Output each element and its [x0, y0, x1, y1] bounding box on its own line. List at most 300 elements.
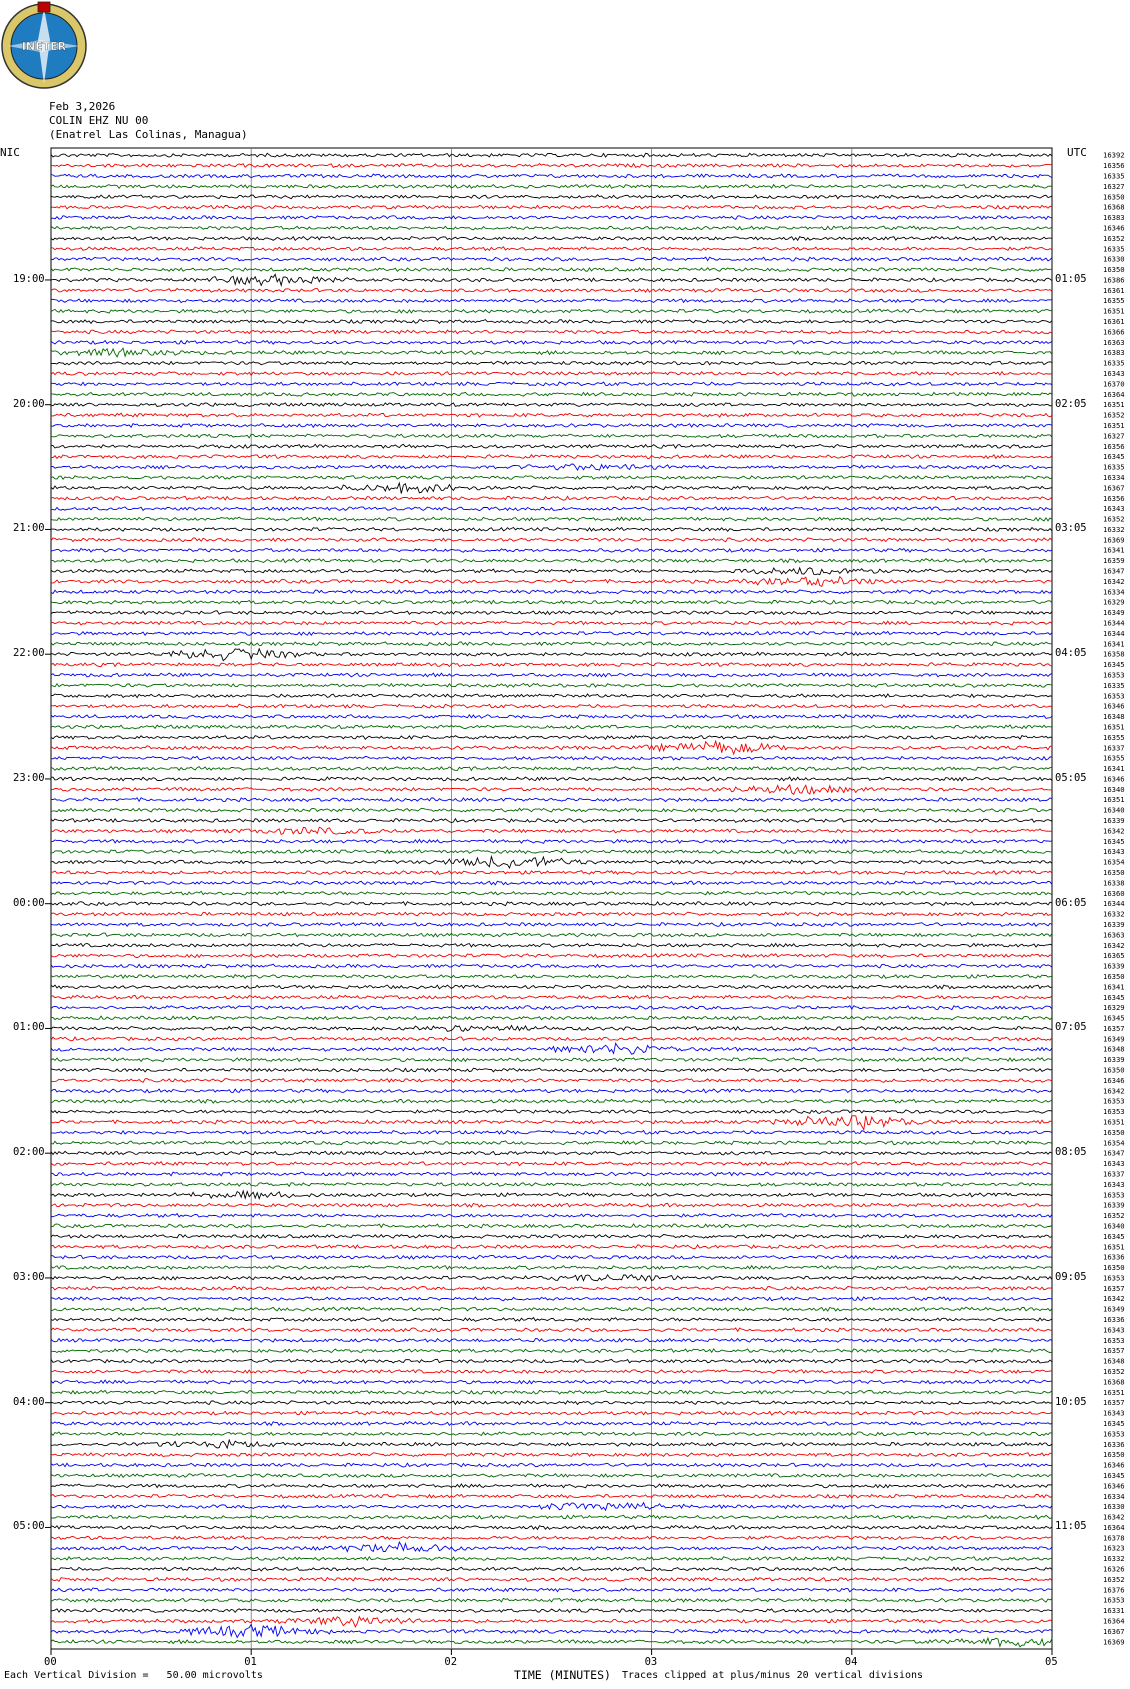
trace-line [51, 1588, 1052, 1592]
trace-row-label: 16342 [1103, 826, 1125, 836]
trace-row-label: 16342 [1103, 1086, 1125, 1096]
trace-row-label: 16356 [1103, 441, 1125, 451]
trace-row-label: 16346 [1103, 774, 1125, 784]
trace-line [51, 1131, 1052, 1135]
trace-line [51, 538, 1052, 542]
trace-row-label: 16353 [1103, 1107, 1125, 1117]
trace-row-label: 16350 [1103, 1450, 1125, 1460]
trace-row-label: 16363 [1103, 337, 1125, 347]
trace-row-label: 16364 [1103, 1616, 1125, 1626]
right-hour-label: 03:05 [1055, 522, 1087, 535]
trace-line [51, 1266, 1052, 1270]
trace-line [51, 1151, 1052, 1155]
trace-row-label: 16345 [1103, 452, 1125, 462]
trace-row-label: 16344 [1103, 628, 1125, 638]
trace-line [51, 236, 1052, 240]
trace-row-label: 16335 [1103, 171, 1125, 181]
trace-row-label: 16326 [1103, 1564, 1125, 1574]
trace-row-label: 16327 [1103, 431, 1125, 441]
trace-row-label: 16349 [1103, 608, 1125, 618]
trace-line [51, 767, 1052, 771]
x-axis-title: TIME (MINUTES) [514, 1668, 611, 1682]
trace-row-label: 16334 [1103, 1491, 1125, 1501]
trace-row-label: 16349 [1103, 1304, 1125, 1314]
right-hour-label: 09:05 [1055, 1270, 1087, 1283]
trace-line [51, 1557, 1052, 1561]
trace-row-label: 16343 [1103, 1408, 1125, 1418]
trace-line [51, 673, 1052, 677]
trace-line [51, 1297, 1052, 1301]
trace-line [51, 827, 1052, 834]
trace-line [51, 1638, 1052, 1647]
trace-row-label: 16334 [1103, 587, 1125, 597]
trace-line [51, 840, 1052, 844]
trace-row-label: 16361 [1103, 285, 1125, 295]
trace-line [51, 1037, 1052, 1041]
trace-row-label: 16330 [1103, 1502, 1125, 1512]
trace-row-label: 16347 [1103, 566, 1125, 576]
trace-row-label: 16353 [1103, 1190, 1125, 1200]
left-hour-label: 23:00 [13, 771, 45, 784]
right-hour-label: 06:05 [1055, 896, 1087, 909]
trace-row-label: 16332 [1103, 524, 1125, 534]
right-hour-label: 08:05 [1055, 1146, 1087, 1159]
trace-line [51, 891, 1052, 895]
trace-row-label: 16352 [1103, 410, 1125, 420]
trace-row-label: 16350 [1103, 1065, 1125, 1075]
station-code: COLIN EHZ NU 00 [49, 114, 149, 127]
trace-line [51, 205, 1052, 209]
trace-line [51, 1079, 1052, 1083]
trace-line [51, 621, 1052, 625]
trace-row-label: 16351 [1103, 400, 1125, 410]
trace-line [51, 1484, 1052, 1488]
trace-line [51, 496, 1052, 500]
trace-line [51, 559, 1052, 563]
station-location: (Enatrel Las Colinas, Managua) [49, 128, 248, 141]
trace-line [51, 195, 1052, 199]
trace-row-label: 16351 [1103, 1117, 1125, 1127]
trace-row-label: 16344 [1103, 618, 1125, 628]
trace-line [51, 1224, 1052, 1228]
x-tick-label: 03 [644, 1656, 658, 1668]
trace-row-label: 16342 [1103, 576, 1125, 586]
trace-row-label: 16352 [1103, 514, 1125, 524]
trace-row-label: 16351 [1103, 306, 1125, 316]
trace-row-label: 16353 [1103, 1273, 1125, 1283]
trace-row-label: 16368 [1103, 1377, 1125, 1387]
trace-row-label: 16348 [1103, 1356, 1125, 1366]
trace-line [51, 1578, 1052, 1582]
trace-row-label: 16343 [1103, 369, 1125, 379]
trace-line [51, 434, 1052, 438]
trace-line [51, 1526, 1052, 1530]
trace-line [51, 912, 1052, 916]
trace-line [51, 528, 1052, 532]
trace-line [51, 444, 1052, 448]
trace-row-label: 16346 [1103, 223, 1125, 233]
left-hour-label: 01:00 [13, 1021, 45, 1034]
trace-row-label: 16350 [1103, 192, 1125, 202]
trace-line [51, 517, 1052, 521]
trace-line [51, 1370, 1052, 1374]
trace-row-label: 16355 [1103, 732, 1125, 742]
trace-row-label: 16357 [1103, 1283, 1125, 1293]
trace-row-label: 16346 [1103, 701, 1125, 711]
trace-line [51, 1068, 1052, 1072]
trace-row-label: 16339 [1103, 919, 1125, 929]
trace-line [51, 1245, 1052, 1249]
trace-row-label: 16345 [1103, 1470, 1125, 1480]
trace-row-label: 16383 [1103, 213, 1125, 223]
right-hour-label: 07:05 [1055, 1021, 1087, 1034]
right-hour-label: 04:05 [1055, 647, 1087, 660]
trace-row-label: 16356 [1103, 493, 1125, 503]
trace-row-label: 16345 [1103, 660, 1125, 670]
trace-line [51, 902, 1052, 906]
plot-date: Feb 3,2026 [49, 100, 116, 113]
trace-row-label: 16351 [1103, 795, 1125, 805]
trace-line [51, 1503, 1052, 1511]
trace-row-label: 16337 [1103, 743, 1125, 753]
trace-row-label: 16353 [1103, 1335, 1125, 1345]
svg-text:INETER: INETER [21, 40, 67, 53]
trace-line [51, 403, 1052, 407]
trace-line [51, 1440, 1052, 1448]
trace-line [51, 964, 1052, 968]
trace-row-label: 16335 [1103, 358, 1125, 368]
trace-line [51, 1116, 1052, 1130]
trace-row-label: 16336 [1103, 1439, 1125, 1449]
left-hour-label: 22:00 [13, 647, 45, 660]
trace-line [51, 185, 1052, 189]
trace-line [51, 694, 1052, 698]
trace-row-label: 16352 [1103, 1574, 1125, 1584]
trace-row-label: 16344 [1103, 899, 1125, 909]
trace-row-label: 16327 [1103, 181, 1125, 191]
x-tick-label: 00 [44, 1656, 57, 1668]
trace-line [51, 985, 1052, 989]
trace-line [51, 330, 1052, 334]
trace-row-label: 16347 [1103, 1148, 1125, 1158]
trace-row-label: 16340 [1103, 784, 1125, 794]
trace-row-label: 16341 [1103, 639, 1125, 649]
trace-line [51, 1474, 1052, 1478]
trace-row-label: 16340 [1103, 1221, 1125, 1231]
trace-row-label: 16351 [1103, 420, 1125, 430]
trace-line [51, 1542, 1052, 1551]
trace-line [51, 1006, 1052, 1010]
trace-row-label: 16351 [1103, 722, 1125, 732]
trace-row-label: 16353 [1103, 691, 1125, 701]
trace-line [51, 348, 1052, 357]
trace-line [51, 289, 1052, 293]
trace-row-label: 16349 [1103, 1034, 1125, 1044]
trace-row-label: 16351 [1103, 1387, 1125, 1397]
trace-line [51, 1235, 1052, 1239]
trace-row-label: 16352 [1103, 1367, 1125, 1377]
trace-line [51, 649, 1052, 661]
trace-line [51, 785, 1052, 795]
trace-line [51, 392, 1052, 396]
trace-line [51, 268, 1052, 272]
left-hour-label: 19:00 [13, 272, 45, 285]
left-timezone-label: NIC [0, 146, 20, 159]
trace-row-label: 16353 [1103, 670, 1125, 680]
trace-row-label: 16336 [1103, 1252, 1125, 1262]
trace-row-label: 16368 [1103, 202, 1125, 212]
trace-line [51, 320, 1052, 324]
trace-line [51, 1609, 1052, 1613]
trace-line [51, 1432, 1052, 1436]
trace-row-label: 16351 [1103, 1242, 1125, 1252]
trace-line [51, 600, 1052, 604]
trace-line [51, 1016, 1052, 1020]
trace-row-label: 16378 [1103, 1533, 1125, 1543]
trace-row-label: 16343 [1103, 504, 1125, 514]
scale-footnote: Each Vertical Division = 50.00 microvolts [4, 1670, 263, 1681]
trace-row-label: 16331 [1103, 1606, 1125, 1616]
trace-line [51, 850, 1052, 854]
trace-row-label: 16335 [1103, 680, 1125, 690]
trace-row-label: 16355 [1103, 296, 1125, 306]
trace-line [51, 341, 1052, 345]
trace-row-label: 16350 [1103, 868, 1125, 878]
trace-row-label: 16355 [1103, 753, 1125, 763]
trace-line [51, 1515, 1052, 1519]
trace-row-label: 16356 [1103, 161, 1125, 171]
trace-row-label: 16383 [1103, 348, 1125, 358]
trace-line [51, 954, 1052, 958]
trace-line [51, 274, 1052, 285]
trace-line [51, 871, 1052, 875]
trace-row-label: 16340 [1103, 805, 1125, 815]
trace-line [51, 1058, 1052, 1062]
trace-row-label: 16343 [1103, 1159, 1125, 1169]
trace-line [51, 1349, 1052, 1353]
trace-row-label: 16359 [1103, 556, 1125, 566]
trace-row-label: 16354 [1103, 1138, 1125, 1148]
trace-line [51, 1567, 1052, 1571]
trace-row-label: 16341 [1103, 545, 1125, 555]
trace-row-label: 16335 [1103, 462, 1125, 472]
trace-row-label: 16352 [1103, 1211, 1125, 1221]
trace-line [51, 1275, 1052, 1281]
trace-line [51, 507, 1052, 511]
trace-line [51, 1617, 1052, 1627]
trace-row-label: 16339 [1103, 1200, 1125, 1210]
trace-line [51, 568, 1052, 575]
trace-line [51, 819, 1052, 823]
trace-line [51, 1328, 1052, 1332]
trace-row-label: 16352 [1103, 233, 1125, 243]
trace-line [51, 1598, 1052, 1602]
right-hour-label: 02:05 [1055, 397, 1087, 410]
trace-line [51, 1318, 1052, 1322]
trace-row-label: 16342 [1103, 1512, 1125, 1522]
trace-line [51, 1214, 1052, 1218]
trace-row-label: 16346 [1103, 1460, 1125, 1470]
trace-line [51, 741, 1052, 754]
trace-row-label: 16350 [1103, 1127, 1125, 1137]
trace-line [51, 164, 1052, 168]
trace-line [51, 1141, 1052, 1145]
trace-line [51, 1536, 1052, 1540]
trace-line [51, 1624, 1052, 1637]
clip-footnote: Traces clipped at plus/minus 20 vertical divisions [622, 1670, 924, 1681]
trace-row-label: 16342 [1103, 1294, 1125, 1304]
trace-line [51, 1255, 1052, 1259]
right-hour-label: 01:05 [1055, 272, 1087, 285]
trace-row-label: 16353 [1103, 1595, 1125, 1605]
trace-line [51, 476, 1052, 480]
left-hour-label: 20:00 [13, 397, 45, 410]
trace-line [51, 923, 1052, 927]
trace-line [51, 309, 1052, 313]
trace-line [51, 1401, 1052, 1405]
trace-line [51, 881, 1052, 885]
trace-row-label: 16339 [1103, 961, 1125, 971]
trace-row-label: 16343 [1103, 847, 1125, 857]
trace-row-label: 16329 [1103, 597, 1125, 607]
trace-row-label: 16357 [1103, 1023, 1125, 1033]
trace-line [51, 1463, 1052, 1467]
trace-line [51, 174, 1052, 178]
trace-line [51, 1191, 1052, 1199]
left-hour-label: 21:00 [13, 522, 45, 535]
x-tick-label: 01 [244, 1656, 257, 1668]
x-tick-label: 04 [844, 1656, 858, 1668]
trace-line [51, 1339, 1052, 1343]
left-hour-label: 05:00 [13, 1520, 45, 1533]
trace-row-label: 16343 [1103, 1325, 1125, 1335]
trace-line [51, 642, 1052, 646]
trace-row-label: 16357 [1103, 1346, 1125, 1356]
trace-line [51, 577, 1052, 587]
trace-line [51, 798, 1052, 802]
trace-line [51, 632, 1052, 636]
trace-line [51, 1422, 1052, 1426]
trace-row-label: 16346 [1103, 1481, 1125, 1491]
trace-row-label: 16365 [1103, 951, 1125, 961]
x-tick-label: 05 [1045, 1656, 1058, 1668]
trace-row-label: 16363 [1103, 930, 1125, 940]
trace-row-label: 16361 [1103, 317, 1125, 327]
trace-line [51, 808, 1052, 812]
trace-line [51, 704, 1052, 708]
trace-line [51, 1172, 1052, 1176]
trace-row-label: 16354 [1103, 857, 1125, 867]
trace-line [51, 975, 1052, 979]
trace-row-label: 16392 [1103, 150, 1125, 160]
trace-line [51, 1307, 1052, 1311]
trace-row-label: 16350 [1103, 1263, 1125, 1273]
trace-line [51, 1494, 1052, 1498]
right-hour-label: 11:05 [1055, 1520, 1087, 1533]
trace-row-label: 16357 [1103, 1398, 1125, 1408]
trace-line [51, 725, 1052, 729]
trace-row-label: 16341 [1103, 982, 1125, 992]
trace-row-label: 16329 [1103, 1003, 1125, 1013]
trace-row-label: 16370 [1103, 379, 1125, 389]
trace-line [51, 226, 1052, 230]
trace-row-label: 16353 [1103, 1429, 1125, 1439]
trace-row-label: 16353 [1103, 1096, 1125, 1106]
trace-line [51, 1203, 1052, 1207]
trace-line [51, 1043, 1052, 1054]
trace-line [51, 247, 1052, 251]
trace-row-label: 16323 [1103, 1543, 1125, 1553]
trace-row-label: 16348 [1103, 712, 1125, 722]
left-hour-label: 00:00 [13, 896, 45, 909]
trace-line [51, 1359, 1052, 1363]
trace-line [51, 1099, 1052, 1103]
trace-line [51, 153, 1052, 157]
trace-row-label: 16339 [1103, 1055, 1125, 1065]
trace-line [51, 1453, 1052, 1457]
x-tick-label: 02 [444, 1656, 458, 1668]
trace-line [51, 483, 1052, 494]
trace-row-label: 16364 [1103, 1522, 1125, 1532]
trace-line [51, 1380, 1052, 1384]
trace-row-label: 16345 [1103, 1231, 1125, 1241]
trace-line [51, 777, 1052, 781]
trace-line [51, 1162, 1052, 1166]
trace-row-label: 16358 [1103, 649, 1125, 659]
trace-row-label: 16386 [1103, 275, 1125, 285]
trace-line [51, 1411, 1052, 1415]
trace-row-label: 16345 [1103, 1418, 1125, 1428]
trace-line [51, 736, 1052, 740]
trace-line [51, 1390, 1052, 1394]
trace-row-label: 16336 [1103, 1315, 1125, 1325]
trace-row-label: 16350 [1103, 971, 1125, 981]
trace-line [51, 944, 1052, 948]
trace-row-label: 16369 [1103, 1637, 1125, 1647]
trace-row-label: 16367 [1103, 483, 1125, 493]
left-hour-label: 02:00 [13, 1146, 45, 1159]
trace-line [51, 663, 1052, 667]
trace-line [51, 372, 1052, 376]
trace-line [51, 299, 1052, 303]
trace-row-label: 16342 [1103, 940, 1125, 950]
trace-line [51, 995, 1052, 999]
trace-row-label: 16337 [1103, 1169, 1125, 1179]
trace-line [51, 715, 1052, 719]
trace-line [51, 684, 1052, 688]
trace-line [51, 548, 1052, 552]
trace-line [51, 455, 1052, 459]
trace-line [51, 1287, 1052, 1291]
trace-line [51, 257, 1052, 261]
right-hour-label: 10:05 [1055, 1395, 1087, 1408]
trace-row-label: 16350 [1103, 265, 1125, 275]
trace-row-label: 16345 [1103, 836, 1125, 846]
trace-line [51, 611, 1052, 615]
left-hour-label: 03:00 [13, 1270, 45, 1283]
trace-row-label: 16343 [1103, 1179, 1125, 1189]
trace-row-label: 16376 [1103, 1585, 1125, 1595]
trace-row-label: 16345 [1103, 992, 1125, 1002]
trace-line [51, 933, 1052, 937]
trace-row-label: 16341 [1103, 764, 1125, 774]
trace-line [51, 1089, 1052, 1093]
trace-line [51, 756, 1052, 760]
trace-line [51, 464, 1052, 470]
trace-line [51, 1026, 1052, 1032]
left-hour-label: 04:00 [13, 1395, 45, 1408]
trace-row-label: 16339 [1103, 816, 1125, 826]
